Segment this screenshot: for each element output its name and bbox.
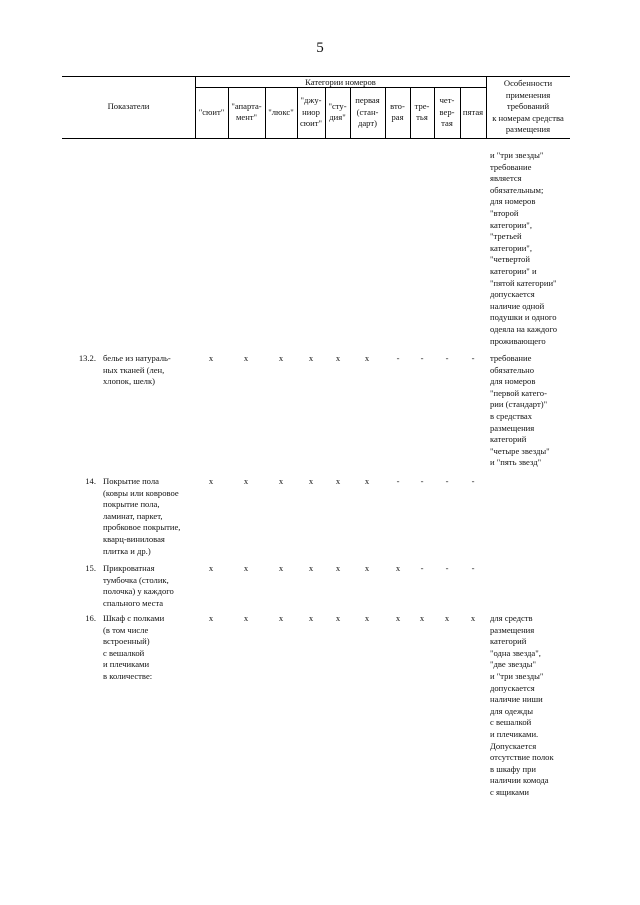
category-mark: x — [308, 353, 314, 363]
row-indicator-label: белье из натураль- ных тканей (лен, хлопок, шелк) — [103, 353, 171, 387]
category-mark: x — [364, 476, 370, 486]
category-mark: x — [278, 613, 284, 623]
category-mark: x — [335, 353, 341, 363]
category-mark: - — [471, 476, 475, 486]
category-mark: x — [208, 613, 214, 623]
indicators-header: Показатели — [107, 101, 150, 111]
category-mark: x — [308, 613, 314, 623]
category-mark: - — [445, 563, 449, 573]
category-mark: x — [335, 613, 341, 623]
category-mark: x — [208, 353, 214, 363]
category-mark: x — [419, 613, 425, 623]
category-column-header: вто- рая — [390, 100, 405, 123]
category-column-header: "джу- ниор сюит" — [299, 95, 323, 129]
category-column-header: "люкс" — [268, 106, 294, 117]
category-column-header: "сту- дия" — [328, 100, 347, 123]
category-column-header: пятая — [462, 106, 484, 117]
header-bottom-border — [62, 138, 570, 139]
category-mark: x — [395, 563, 401, 573]
row-indicator-label: Прикроватная тумбочка (столик, полочка) у каждого спального места — [103, 563, 174, 608]
category-mark: x — [278, 563, 284, 573]
category-mark: - — [445, 353, 449, 363]
category-mark: x — [243, 613, 249, 623]
category-column-header: "сюит" — [198, 106, 225, 117]
category-mark: x — [444, 613, 450, 623]
category-mark: x — [208, 476, 214, 486]
category-column-header: чет- вер- тая — [439, 95, 455, 129]
category-mark: - — [420, 563, 424, 573]
category-mark: - — [420, 476, 424, 486]
category-mark: x — [364, 613, 370, 623]
category-mark: x — [395, 613, 401, 623]
category-mark: - — [396, 476, 400, 486]
category-mark: x — [243, 476, 249, 486]
category-mark: x — [278, 476, 284, 486]
category-mark: - — [445, 476, 449, 486]
category-mark: x — [243, 563, 249, 573]
row-number: 15. — [85, 563, 96, 573]
row-number: 16. — [85, 613, 96, 623]
category-column-header: "апарта- мент" — [231, 100, 262, 123]
category-mark: x — [364, 353, 370, 363]
category-mark: - — [420, 353, 424, 363]
category-mark: - — [471, 563, 475, 573]
category-mark: x — [308, 563, 314, 573]
row-indicator-label: Шкаф с полками (в том числе встроенный) с вешалкой и плечиками в количестве: — [103, 613, 165, 681]
row-feature-note: требование обязательно для номеров "первой катего- рии (стандарт)" в средствах размещения категорий "четыре звезды" и "пять звезд" — [490, 353, 550, 468]
category-mark: x — [278, 353, 284, 363]
row-number: 14. — [85, 476, 96, 486]
category-mark: x — [335, 563, 341, 573]
features-header: Особенности применения требований к номерам средства размещения — [492, 78, 564, 135]
page-number: 5 — [316, 40, 324, 56]
category-mark: x — [243, 353, 249, 363]
category-column-header: тре- тья — [414, 100, 430, 123]
row-feature-note: для средств размещения категорий "одна звезда", "две звезды" и "три звезды" допускается наличие ниши для одежды с вешалкой и плечиками. Допускается отсутствие полок в шкафу при наличии комода с ящиками — [490, 613, 554, 797]
category-mark: x — [308, 476, 314, 486]
category-mark: x — [208, 563, 214, 573]
row-number: 13.2. — [78, 353, 96, 363]
continuation-note: и "три звезды" требование является обязательным; для номеров "второй категории", "третьей категории", "четвертой категории" и "пятой категории" допускается наличие одной подушки и одного одеяла на каждого проживающего — [490, 150, 558, 346]
category-mark: x — [364, 563, 370, 573]
row-indicator-label: Покрытие пола (ковры или ковровое покрытие пола, ламинат, паркет, пробковое покрытие, кварц-виниловая плитка и др.) — [103, 476, 181, 556]
category-mark: - — [396, 353, 400, 363]
room-categories-header: Категории номеров — [305, 77, 376, 87]
category-mark: x — [335, 476, 341, 486]
category-mark: - — [471, 353, 475, 363]
category-mark: x — [470, 613, 476, 623]
category-column-header: первая (стан- дарт) — [355, 95, 380, 129]
